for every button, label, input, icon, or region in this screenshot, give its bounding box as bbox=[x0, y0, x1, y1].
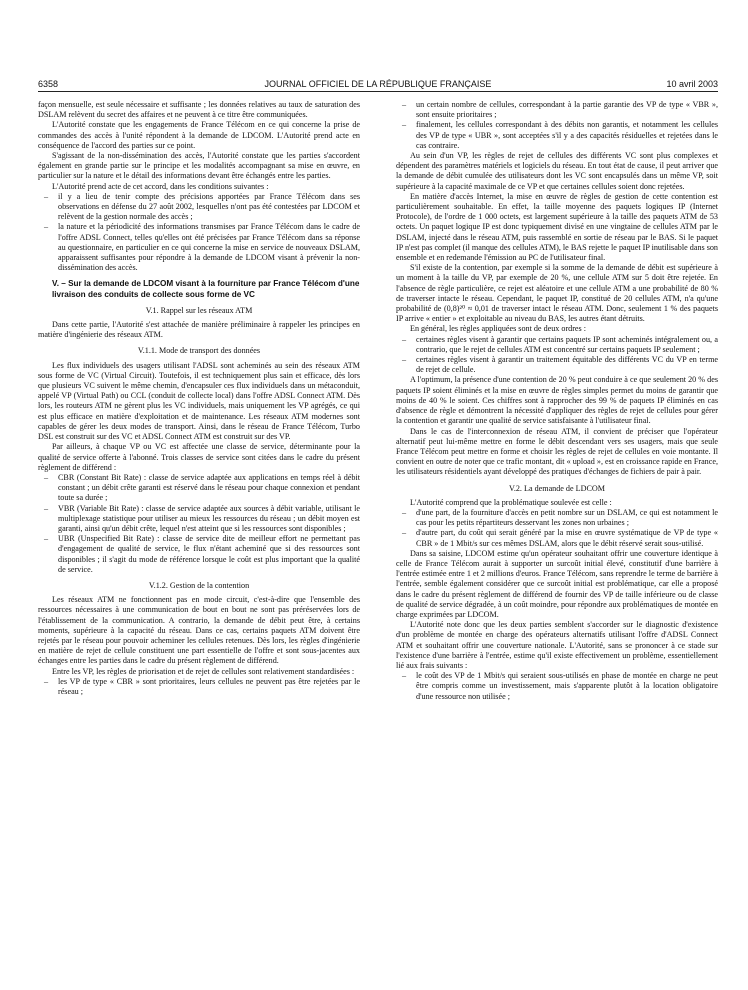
paragraph: En général, les règles appliquées sont de deux ordres : bbox=[410, 324, 586, 334]
list-item: – certaines règles visent à garantir un traitement équitable des différents VC du VP en terme de rejet de cellule. bbox=[396, 355, 718, 375]
section-heading: V. – Sur la demande de LDCOM visant à la fourniture par France Télécom d'une livraison des conduits de collecte sous forme de VC bbox=[52, 279, 360, 299]
problem-list bbox=[396, 508, 718, 549]
journal-title: JOURNAL OFFICIEL DE LA RÉPUBLIQUE FRANÇAISE bbox=[264, 79, 492, 89]
service-class-list bbox=[38, 473, 360, 575]
list-item: – les VP de type « CBR » sont prioritaires, leurs cellules ne peuvent pas être rejetées par le réseau ; bbox=[38, 677, 360, 697]
paragraph: L'Autorité note donc que les deux parties semblent s'accorder sur le diagnostic d'existence d'un problème de montée en charge des opérateurs alternatifs utilisant l'offre d'ADSL Connect ATM et souhaitant offrir une couverture nationale. L'Autorité, sans se prononcer à ce stade sur l'existence d'une barrière à l'entrée, estime qu'il existe effectivement un problème, essentiellement lié aux frais suivants : bbox=[396, 620, 718, 670]
left-column bbox=[38, 100, 360, 697]
list-item: – la nature et la périodicité des informations transmises par France Télécom dans le cadre de l'offre ADSL Connect, telles qu'elles ont été précisées par France Télécom dans sa réponse au questionnaire, en particulier en ce qui concerne la mise en service de nouveaux DSLAM, apparaissent suffisantes pour répondre à la demande de LDCOM visant à prévenir la non-dissémination des accès. bbox=[38, 222, 360, 273]
page-header bbox=[38, 78, 718, 90]
right-column bbox=[396, 100, 718, 702]
paragraph: Les flux individuels des usagers utilisant l'ADSL sont acheminés au sein des réseaux ATM sous forme de VC (Virtual Circuit). Toutefois, il est techniquement plus sain et efficace, dès lors que plusieurs VC suivent le même chemin, d'encapsuler ces flux individuels dans un métaconduit, appelé VP (Virtual Path) ou CCL (conduit de collecte local) dans l'offre ADSL Connect ATM. Dès lors, les routeurs ATM ne gèrent plus les VC individuels, mais uniquement les VP agrégés, ce qui est plus efficace en matière d'exploitation et de maintenance. Les réseaux ATM modernes sont capables de gérer les deux modes de transport. Ainsi, dans le réseau de France Télécom, Turbo DSL est construit sur des VC et ADSL Connect ATM est construit sur des VP. bbox=[38, 360, 360, 442]
page-number: 6358 bbox=[38, 79, 59, 89]
paragraph: S'agissant de la non-dissémination des accès, l'Autorité constate que les parties s'accordent également en grande partie sur le principe et les modalités accompagnant sa mise en œuvre, en particulier sur la nature et le détail des informations devant être échangés entre les parties. bbox=[38, 151, 360, 181]
list-item: – le coût des VP de 1 Mbit/s qui seraient sous-utilisés en phase de montée en charge ne peut être compris comme un investissement, mais s'apparente plutôt à la location obligatoire d'une ressource non utilisée ; bbox=[396, 671, 718, 702]
list-item: – certaines règles visent à garantir que certains paquets IP sont acheminés intégralement ou, a contrario, que le rejet de cellules ATM est concentré sur certains paquets IP seulement ; bbox=[396, 335, 718, 355]
paragraph: Dans sa saisine, LDCOM estime qu'un opérateur souhaitant offrir une couverture identique à celle de France Télécom aurait à supporter un surcoût initial élevé, constitutif d'une barrière à l'entrée estimée entre 1 et 2 millions d'euros. France Télécom, sans reprendre le terme de barrière à l'entrée, semble également considérer que ce surcoût initial est problématique, car elle a proposé dans le cadre du présent règlement de différend de fournir des VP de taille inférieure ou de classe de qualité de service dégradée, à un coût moindre, pour répondre aux problématiques de montée en charge exprimées par LDCOM. bbox=[396, 548, 718, 619]
list-item: – d'autre part, du coût qui serait généré par la mise en œuvre systématique de VP de type « CBR » de 1 Mbit/s sur ces mêmes DSLAM, alors que le débit réservé serait sous-utilisé. bbox=[396, 528, 718, 548]
vp-rules-list-continued bbox=[396, 100, 718, 151]
list-item: – un certain nombre de cellules, correspondant à la partie garantie des VP de type « VBR », sont ensuite prioritaires ; bbox=[396, 100, 718, 120]
rules-list bbox=[396, 335, 718, 376]
header-rule bbox=[38, 91, 718, 92]
paragraph: S'il existe de la contention, par exemple si la somme de la demande de débit est supérieure à un moment à la taille du VP, par exemple de 20 %, une cellule ATM sur 5 doit être rejetée. En l'absence de règle particulière, ce rejet est aléatoire et une cellule ATM a une probabilité de 80 % de traverser intacte le réseau. Cependant, le paquet IP, constitué de 20 cellules ATM, n'a qu'une probabilité de (0,8)²⁰ ≈ 0,01 de traverser intact le réseau ATM. Donc, seulement 1 % des paquets IP arrive « entier » et exploitable au niveau du BAS, les autres étant détruits. bbox=[396, 263, 718, 324]
paragraph: L'Autorité comprend que la problématique soulevée est celle : bbox=[410, 497, 612, 507]
subsection-heading: V.1. Rappel sur les réseaux ATM bbox=[145, 305, 253, 315]
paragraph: A l'optimum, la présence d'une contention de 20 % peut conduire à ce que seulement 20 % des paquets IP soient éliminés et la mise en œuvre de règles simples permet du moins de garantir que moins de 40 % le soient. Ces chiffres sont à rapprocher des 99 % de paquets IP éliminés en cas d'absence de règle et démontrent la nécessité d'appliquer des règles de rejet de cellules pour gérer la contention et garantir une qualité de service satisfaisante à l'utilisateur final. bbox=[396, 375, 718, 426]
paragraph: En matière d'accès Internet, la mise en œuvre de règles de gestion de cette contention est particulièrement souhaitable. En effet, la taille moyenne des paquets logiques IP (Internet Protocole), de l'ordre de 1 000 octets, est largement supérieure à la taille des paquets ATM de 53 octets. Un paquet logique IP est donc typiquement divisé en une vingtaine de cellules ATM par le DSLAM, injecté dans le réseau ATM, puis rassemblé en sortie de réseau par le BAS. Si le paquet IP n'est pas complet (il manque des cellules ATM), le BAS rejette le paquet IP inutilisable dans son ensemble et en redemande l'émission au PC de l'utilisateur final. bbox=[396, 191, 718, 263]
subsection-heading: V.1.1. Mode de transport des données bbox=[137, 346, 261, 356]
list-item: – CBR (Constant Bit Rate) : classe de service adaptée aux applications en temps réel à débit constant ; un débit crête garanti est réservé dans le réseau pour chaque connexion et pendant toute sa durée ; bbox=[38, 473, 360, 504]
costs-list bbox=[396, 671, 718, 702]
list-item: – UBR (Unspecified Bit Rate) : classe de service dite de meilleur effort ne permettant pas d'engagement de qualité de service, le flux n'étant acheminé que si des ressources sont disponibles ; il s'agit du mode de référence lorsque le coût est plus important que la qualité de service. bbox=[38, 534, 360, 575]
paragraph: Les réseaux ATM ne fonctionnent pas en mode circuit, c'est-à-dire que l'ensemble des ressources nécessaires à une communication de bout en bout ne sont pas préréservées lors de l'établissement de la communication. A contrario, la demande de débit peut être, à certains moments, supérieure à la capacité du réseau. Dans ce cas, certains paquets ATM doivent être rejetés par le réseau pour pouvoir acheminer les cellules retenues. Dès lors, les règles d'ingénierie en matière de rejet de cellule constituent une part essentielle de l'offre et sont sous-jacentes aux échanges entre les parties dans le cadre du présent règlement de différend. bbox=[38, 595, 360, 666]
vp-rules-list bbox=[38, 677, 360, 697]
list-item: – finalement, les cellules correspondant à des débits non garantis, et notamment les cellules des VP de type « UBR », sont acceptées s'il y a des capacités résiduelles et rejetées dans le cas contraire. bbox=[396, 120, 718, 151]
paragraph: façon mensuelle, est seule nécessaire et suffisante ; les données relatives au taux de saturation des DSLAM relèvent du secret des affaires et ne peuvent à ce titre être communiquées. bbox=[38, 100, 360, 120]
paragraph: Au sein d'un VP, les règles de rejet de cellules des différents VC sont plus complexes et dépendent des paramètres matériels et logiciels du réseau. En tout état de cause, il peut arriver que la demande de débit cumulée des utilisateurs dont les VC sont encapsulés dans un même VP, soit supérieure à la capacité maximale de ce VP et que certaines cellules soient donc rejetées. bbox=[396, 151, 718, 191]
paragraph: L'Autorité prend acte de cet accord, dans les conditions suivantes : bbox=[52, 181, 269, 191]
list-item: – d'une part, de la fourniture d'accès en petit nombre sur un DSLAM, ce qui est notamment le cas pour les petits répartiteurs desservant les zones non urbaines ; bbox=[396, 508, 718, 528]
paragraph: L'Autorité constate que les engagements de France Télécom en ce qui concerne la prise de commandes des accès à l'unité répondent à la demande de LDCOM. L'Autorité prend acte en conséquence de l'accord des parties sur ce point. bbox=[38, 120, 360, 150]
paragraph: Entre les VP, les règles de priorisation et de rejet de cellules sont relativement standardisées : bbox=[52, 666, 355, 676]
subsection-heading: V.2. La demande de LDCOM bbox=[509, 483, 605, 493]
paragraph: Dans cette partie, l'Autorité s'est attachée de manière préliminaire à rappeler les principes en matière d'ingénierie des réseaux ATM. bbox=[38, 320, 360, 340]
list-item: – VBR (Variable Bit Rate) : classe de service adaptée aux sources à débit variable, utilisant le multiplexage statistique pour utiliser au mieux les ressources du réseau ; un débit moyen est garanti, ainsi qu'un débit crête, lequel n'est atteint que si les ressources sont disponibles ; bbox=[38, 504, 360, 535]
list-item: – il y a lieu de tenir compte des précisions apportées par France Télécom dans ses observations en défense du 27 août 2002, lesquelles n'ont pas été contestées par LDCOM et relèvent de la gestion normale des accès ; bbox=[38, 192, 360, 223]
subsection-heading: V.1.2. Gestion de la contention bbox=[148, 580, 250, 590]
publication-date: 10 avril 2003 bbox=[666, 79, 718, 89]
conditions-list bbox=[38, 192, 360, 274]
paragraph: Dans le cas de l'interconnexion de réseau ATM, il convient de préciser que l'opérateur alternatif peut lui-même mettre en forme le débit descendant vers ses usagers, mais que seule France Télécom peut mettre en forme et choisir les règles de rejet de cellules en voie montante. Il convient en outre de noter que ce trafic montant, dit « upload », est en croissance rapide en France, les utilisateurs résidentiels ayant développé des pratiques d'échanges de fichiers de pair à pair. bbox=[396, 426, 718, 477]
paragraph: Par ailleurs, à chaque VP ou VC est affectée une classe de service, déterminante pour la qualité de service offerte à l'abonné. Trois classes de service sont citées dans le cadre du présent règlement de différend : bbox=[38, 442, 360, 472]
